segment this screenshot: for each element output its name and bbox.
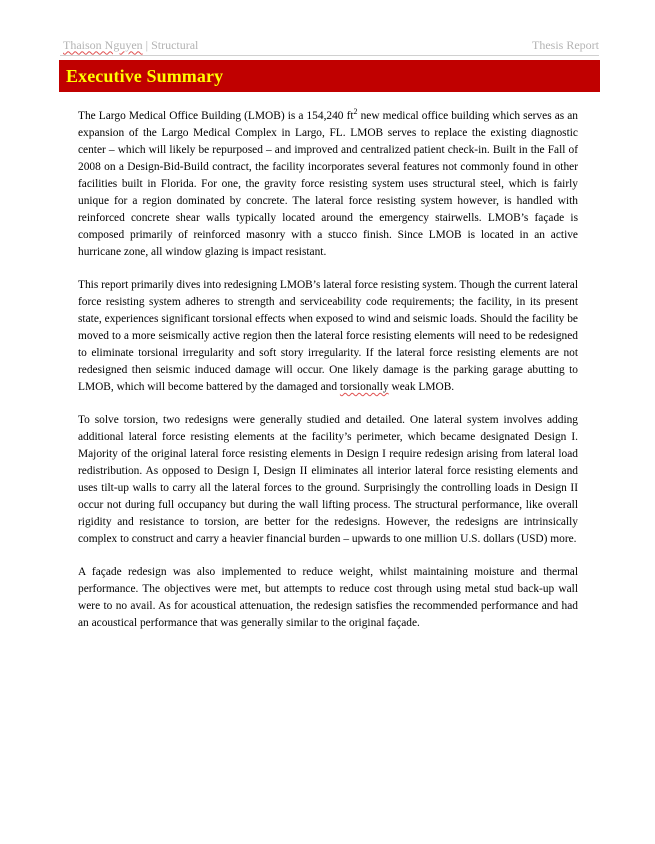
paragraph-2-text-b: weak LMOB.	[388, 381, 455, 393]
area-unit-superscript: 2	[353, 107, 358, 117]
paragraph-3: To solve torsion, two redesigns were generally studied and detailed. One lateral system involves adding additional lateral force resisting elements at the facility’s perimeter, which became designated Design I. Majority of the original lateral force resisting elements in Design I require redesign arising from lateral load redistribution. As opposed to Design I, Design II eliminates all interior lateral force resisting elements and uses tilt-up walls to carry all the lateral forces to the ground. Surprisingly the controlling loads in Design II occur not during full occupancy but during the wall lifting process. The structural performance, like overall rigidity and resistance to torsion, are better for the redesigns. However, the redesigns are intrinsically complex to construct and carry a heavier financial burden – upwards to one million U.S. dollars (USD) more.	[78, 414, 578, 545]
paragraph-4: A façade redesign was also implemented to reduce weight, whilst maintaining moisture and thermal performance. The objectives were met, but attempts to reduce cost through using metal stud back-up wall were to no avail. As for acoustical attenuation, the redesign satisfies the recommended performance and had an acoustical performance that was generally similar to the original façade.	[78, 566, 578, 629]
header-left	[63, 38, 198, 53]
paragraph-2	[78, 277, 578, 396]
document-body	[78, 108, 578, 648]
section-title: Executive Summary	[66, 65, 224, 86]
header-divider	[60, 55, 599, 56]
paragraph-2-text-a: This report primarily dives into redesigning LMOB’s lateral force resisting system. Though the current lateral force resisting system adheres to strength and serviceability code requirements; the facility, in its present state, experiences significant torsional effects when exposed to wind and seismic loads. Should the facility be moved to a more seismically active region then the lateral force resisting elements will need to be redesigned to eliminate torsional irregularity and soft story irregularity. If the lateral force resisting elements are not redesigned then seismic induced damage will occur. One likely damage is the parking garage abutting to LMOB, which will become battered by the damaged and	[78, 279, 578, 393]
paragraph-1	[78, 108, 578, 261]
spellcheck-flagged-word: torsionally	[339, 381, 389, 393]
section-title-bar	[59, 60, 600, 92]
running-header	[63, 37, 599, 53]
paragraph-1-text-a: The Largo Medical Office Building (LMOB) is a 154,240 ft	[78, 110, 354, 122]
header-section: Structural	[151, 37, 199, 52]
header-author: Thaison Nguyen	[63, 37, 143, 52]
header-separator: |	[142, 37, 152, 52]
paragraph-1-text-b: new medical office building which serves as an expansion of the Largo Medical Complex in Largo, FL. LMOB serves to replace the existing diagnostic center – which will likely be repurposed – and improved and centralized patient check-in. Built in the Fall of 2008 on a Design-Bid-Build contract, the facility incorporates several features not commonly found in other facilities built in Florida. For one, the gravity force resisting system uses structural steel, which is fairly unique for a region dominated by concrete. The lateral force resisting system however, is handled with reinforced concrete shear walls typically located around the emergency stairwells. LMOB’s façade is composed primarily of reinforced masonry with a stucco finish. Since LMOB is located in an active hurricane zone, all window glazing is impact resistant.	[78, 110, 579, 258]
header-report-name: Thesis Report	[532, 37, 599, 52]
